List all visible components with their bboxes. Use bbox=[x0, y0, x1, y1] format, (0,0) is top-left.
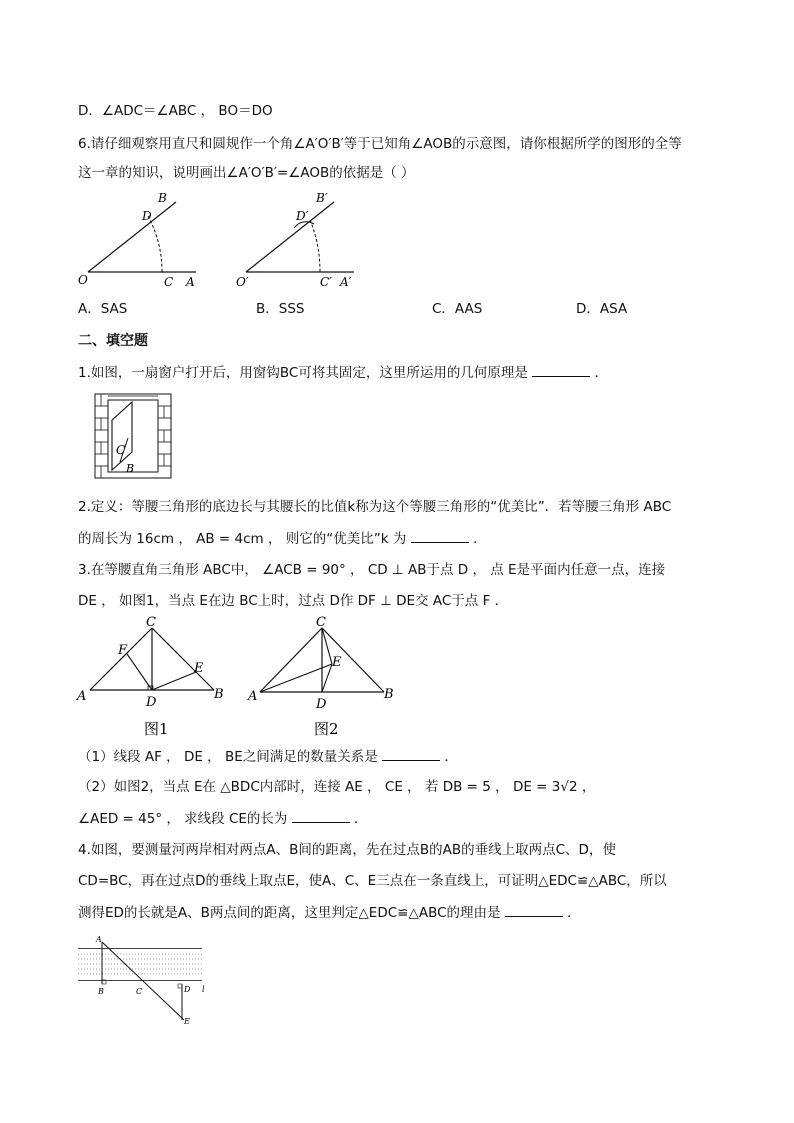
f2-stem-tail: ． bbox=[472, 531, 487, 547]
f4-stem-line2: CD=BC，再在过点D的垂线上取点E，使A、C、E三点在一条直线上，可证明△EDC≌△ABC，所以 bbox=[78, 873, 667, 889]
f4-answer-blank[interactable] bbox=[505, 902, 563, 917]
q6-option-c: C．AAS bbox=[432, 301, 483, 317]
q6-option-b: B．SSS bbox=[256, 301, 305, 317]
q6-fig1-label-o: O bbox=[78, 273, 88, 287]
f4-river-figure bbox=[74, 934, 214, 1028]
f3-stem-line2: DE ， 如图1，当点 E在边 BC上时，过点 D作 DF ⊥ DE交 AC于点 F ． bbox=[78, 593, 509, 609]
q6-fig2-label-c: C′ bbox=[320, 275, 332, 289]
section-title-fill-in: 二、填空题 bbox=[78, 333, 148, 349]
f3-fig1-label-f: F bbox=[118, 643, 128, 658]
prev-option-d: D．∠ADC＝∠ABC ， BO＝DO bbox=[78, 103, 273, 119]
q6-fig1-label-a: A bbox=[186, 275, 195, 289]
f4-stem-line1: 4.如图，要测量河两岸相对两点A、B间的距离，先在过点B的AB的垂线上取两点C、D，使 bbox=[78, 842, 616, 858]
f2-stem-text: 的周长为 16cm ， AB = 4cm ， 则它的“优美比”k 为 bbox=[78, 531, 407, 547]
f4-stem-text: 测得ED的长就是A、B两点间的距离，这里判定△EDC≌△ABC的理由是 bbox=[78, 905, 501, 921]
q6-fig1-label-d: D bbox=[142, 209, 152, 223]
f3-fig2-label-e: E bbox=[332, 655, 342, 670]
f4-stem-line3 bbox=[78, 902, 581, 923]
f3-sub2-answer-blank[interactable] bbox=[292, 808, 350, 823]
f3-sub2-line2 bbox=[78, 808, 368, 829]
q6-fig2-label-d: D′ bbox=[296, 209, 309, 223]
f1-stem-text: 1.如图，一扇窗户打开后，用窗钩BC可将其固定，这里所运用的几何原理是 bbox=[78, 365, 528, 381]
f3-fig1-label-d: D bbox=[146, 695, 157, 710]
f4-label-l: l bbox=[202, 985, 205, 994]
f1-window-figure bbox=[94, 392, 174, 480]
q6-stem-line2: 这一章的知识，说明画出∠A′O′B′=∠AOB的依据是（ ） bbox=[78, 165, 415, 181]
f4-label-c: C bbox=[136, 987, 143, 996]
f3-stem-line1: 3.在等腰直角三角形 ABC中， ∠ACB = 90° ， CD ⊥ AB于点 D ， 点 E是平面内任意一点，连接 bbox=[78, 562, 666, 578]
f2-stem-line1: 2.定义：等腰三角形的底边长与其腰长的比值k称为这个等腰三角形的“优美比”．若等腰三角形 ABC bbox=[78, 499, 672, 515]
f1-stem-tail: ． bbox=[594, 365, 608, 381]
f4-label-e: E bbox=[184, 1017, 190, 1026]
q6-option-d: D．ASA bbox=[576, 301, 628, 317]
f3-sub1-answer-blank[interactable] bbox=[382, 746, 440, 761]
f3-fig1-label-c: C bbox=[146, 615, 156, 630]
f3-sub1-tail: ． bbox=[444, 749, 458, 765]
q6-fig2-label-a: A′ bbox=[340, 275, 352, 289]
f2-stem-line2 bbox=[78, 528, 486, 549]
f3-fig1-caption: 图1 bbox=[144, 720, 169, 738]
f4-label-a: A bbox=[96, 935, 102, 944]
f2-answer-blank[interactable] bbox=[411, 528, 469, 543]
f3-fig2-label-a: A bbox=[248, 689, 258, 704]
f3-fig2-label-b: B bbox=[384, 687, 394, 702]
q6-fig2-label-o: O′ bbox=[236, 275, 249, 289]
f3-sub2-line1: （2）如图2，当点 E在 △BDC内部时，连接 AE ， CE ， 若 DB = 5 ， DE = 3√2 ， bbox=[78, 779, 596, 795]
q6-fig1-label-b: B bbox=[158, 191, 167, 205]
f3-fig2-label-c: C bbox=[316, 615, 326, 630]
f3-fig2-caption: 图2 bbox=[314, 720, 339, 738]
f3-fig1-label-a: A bbox=[77, 689, 87, 704]
f3-fig2-label-d: D bbox=[316, 697, 327, 712]
f4-label-b: B bbox=[98, 987, 104, 996]
f3-sub1-text: （1）线段 AF ， DE ， BE之间满足的数量关系是 bbox=[78, 749, 378, 765]
q6-fig1-label-c: C bbox=[164, 275, 174, 289]
f3-sub1 bbox=[78, 746, 458, 767]
q6-option-a: A．SAS bbox=[78, 301, 128, 317]
f4-label-d: D bbox=[184, 985, 191, 994]
f1-label-b: B bbox=[126, 462, 135, 475]
f1-answer-blank[interactable] bbox=[532, 362, 590, 377]
f3-fig1-label-e: E bbox=[194, 661, 204, 676]
q6-figure-constructed-angle bbox=[236, 190, 366, 290]
f3-sub2-tail: ． bbox=[354, 811, 368, 827]
q6-figure-original-angle bbox=[78, 190, 208, 290]
f3-figure-2 bbox=[248, 614, 408, 738]
q6-stem-line1: 6.请仔细观察用直尺和圆规作一个角∠A′O′B′等于已知角∠AOB的示意图，请你根据所学的图形的全等 bbox=[78, 136, 682, 152]
f3-sub2-text: ∠AED = 45° ， 求线段 CE的长为 bbox=[78, 811, 288, 827]
f1-stem bbox=[78, 362, 608, 383]
f1-label-c: C bbox=[116, 443, 126, 457]
f3-fig1-label-b: B bbox=[214, 687, 224, 702]
f4-stem-tail: ． bbox=[567, 905, 581, 921]
q6-fig2-label-b: B′ bbox=[316, 191, 328, 205]
f3-figure-1 bbox=[74, 614, 234, 738]
